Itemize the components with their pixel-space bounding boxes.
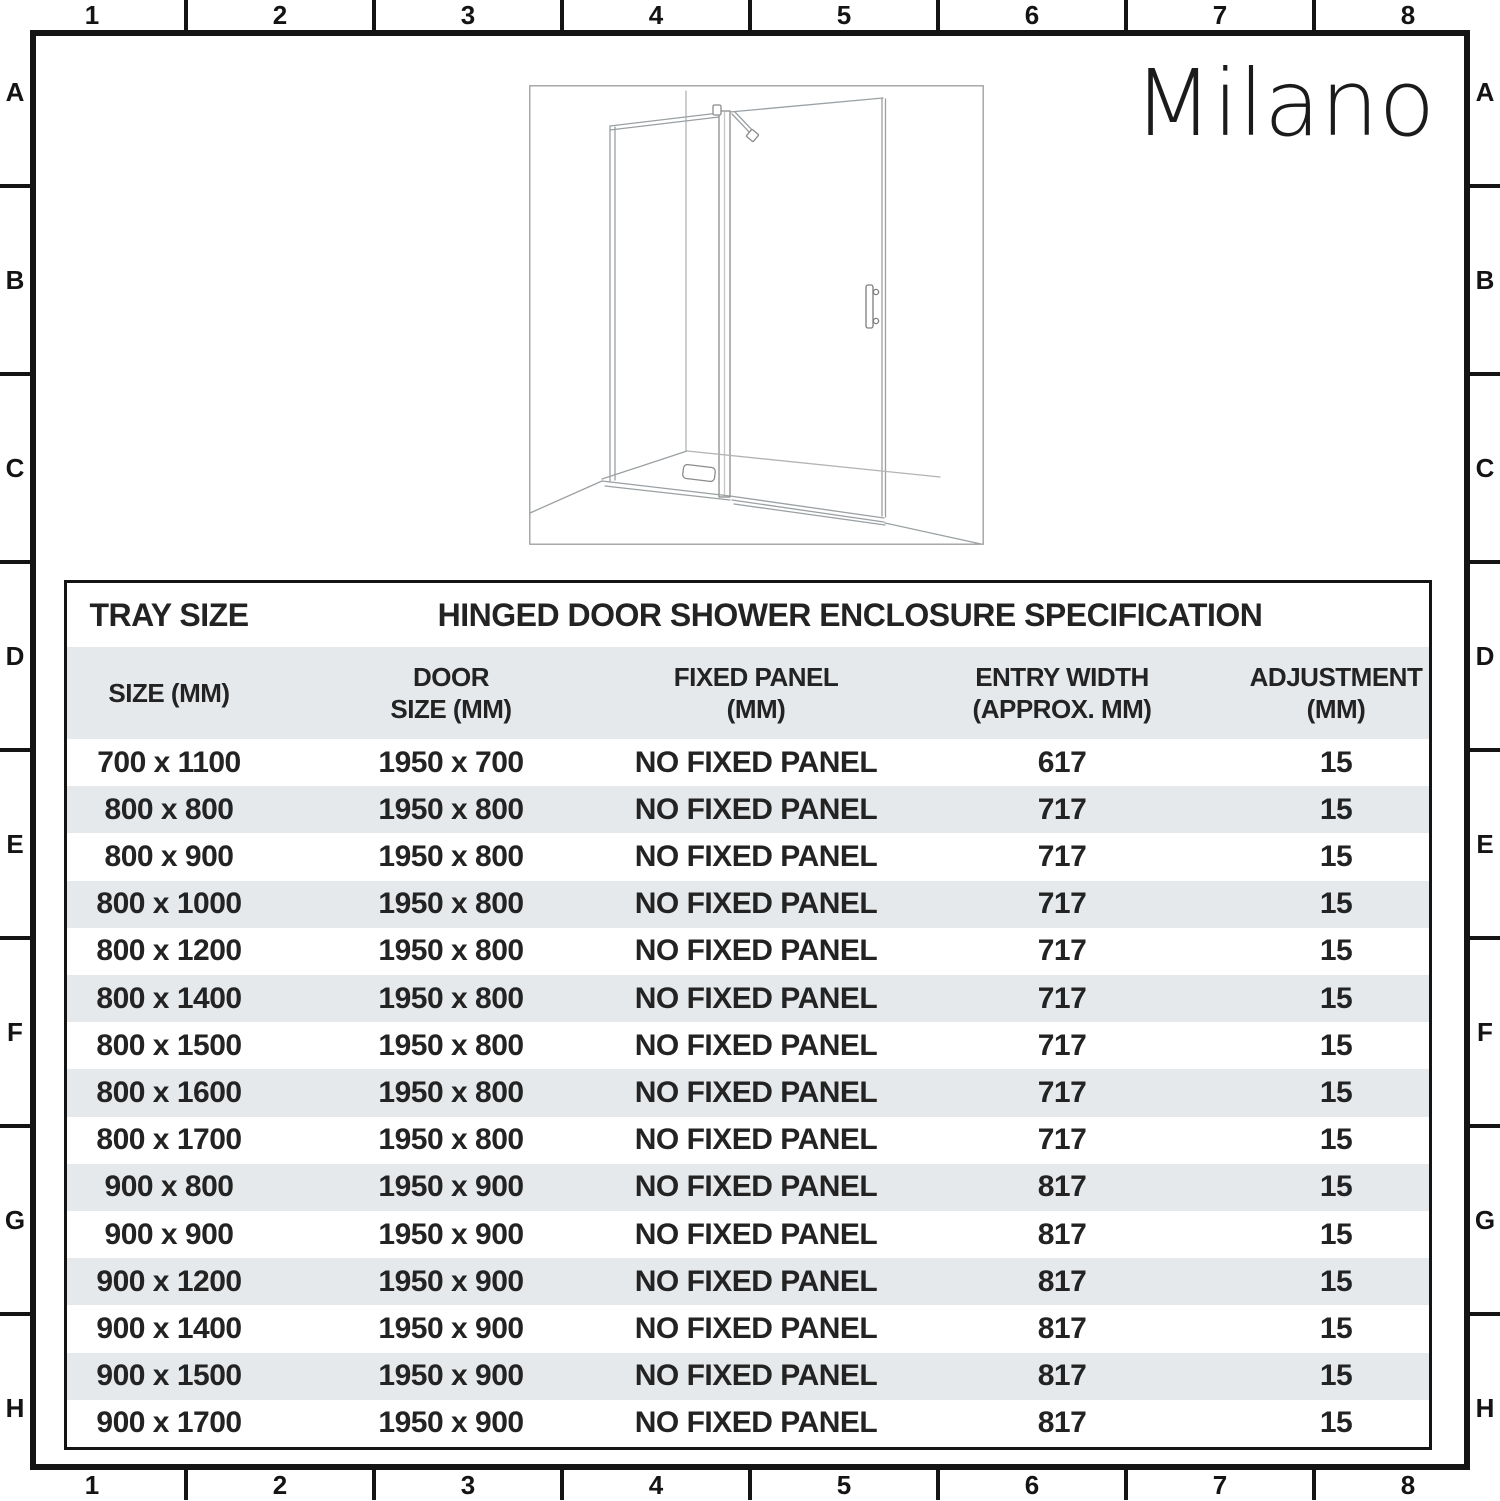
table-cell: 1950 x 800	[378, 1028, 524, 1062]
table-cell: 800 x 1400	[96, 981, 242, 1015]
ruler-cell-7: 7	[1128, 0, 1316, 30]
table-cell: NO FIXED PANEL	[634, 1217, 878, 1251]
table-cell: NO FIXED PANEL	[634, 1312, 878, 1346]
table-cell: 1950 x 900	[378, 1217, 524, 1251]
table-cell: 1950 x 900	[378, 1170, 524, 1204]
ruler-cell-G: G	[0, 1128, 30, 1316]
table-cell: NO FIXED PANEL	[634, 1170, 878, 1204]
ruler-cell-E: E	[1470, 752, 1500, 940]
table-cell: 1950 x 900	[378, 1406, 524, 1440]
ruler-cell-6: 6	[940, 0, 1128, 30]
table-cell: NO FIXED PANEL	[634, 934, 878, 968]
ruler-cell-1: 1	[0, 1470, 188, 1500]
table-cell: 817	[1037, 1312, 1087, 1346]
table-row	[67, 881, 1429, 928]
table-cell: 817	[1037, 1359, 1087, 1393]
spec-table	[64, 580, 1432, 1450]
table-cell: NO FIXED PANEL	[634, 1028, 878, 1062]
ruler-top	[0, 0, 1500, 30]
table-cell: 15	[1319, 792, 1353, 826]
table-cell: 800 x 1500	[96, 1028, 242, 1062]
table-cell: 900 x 900	[104, 1217, 234, 1251]
table-cell: NO FIXED PANEL	[634, 745, 878, 779]
table-cell: 717	[1037, 934, 1087, 968]
column-header-row	[67, 647, 1429, 739]
table-cell: 717	[1037, 792, 1087, 826]
table-row	[67, 1164, 1429, 1211]
shower-tray	[602, 451, 940, 525]
ruler-cell-C: C	[0, 376, 30, 564]
table-cell: NO FIXED PANEL	[634, 1359, 878, 1393]
table-cell: 15	[1319, 1359, 1353, 1393]
column-header: ENTRY WIDTH (APPROX. MM)	[972, 661, 1152, 724]
table-cell: NO FIXED PANEL	[634, 981, 878, 1015]
table-row	[67, 1211, 1429, 1258]
brand-logo: Milano	[1133, 50, 1435, 157]
table-title-row	[67, 583, 1429, 647]
table-cell: 800 x 900	[104, 840, 234, 873]
table-cell: 1950 x 800	[378, 1076, 524, 1110]
ruler-cell-1: 1	[0, 0, 188, 30]
ruler-cell-8: 8	[1400, 0, 1416, 30]
table-cell: 1950 x 800	[378, 792, 524, 826]
table-row	[67, 1117, 1429, 1164]
table-cell: 800 x 800	[104, 792, 234, 826]
waste-cover	[682, 464, 715, 482]
table-cell: 15	[1319, 1028, 1353, 1062]
table-title-specification: HINGED DOOR SHOWER ENCLOSURE SPECIFICATION	[437, 596, 1263, 633]
table-cell: 1950 x 800	[378, 887, 524, 921]
ruler-cell-D: D	[1470, 564, 1500, 752]
ruler-cell-A: A	[1470, 0, 1500, 188]
table-cell: 1950 x 900	[378, 1359, 524, 1393]
hinged-door	[730, 98, 886, 517]
ruler-cell-A: A	[0, 0, 30, 188]
ruler-cell-8: 8	[1400, 1469, 1416, 1500]
ruler-cell-F: F	[0, 940, 30, 1128]
ruler-cell-5: 5	[752, 1470, 940, 1500]
table-cell: 700 x 1100	[97, 745, 241, 779]
table-cell: 817	[1037, 1264, 1087, 1298]
floor-lines	[530, 481, 981, 544]
door-handle	[866, 285, 879, 328]
table-cell: NO FIXED PANEL	[634, 887, 878, 921]
table-cell: NO FIXED PANEL	[634, 1264, 878, 1298]
ruler-cell-6: 6	[940, 1470, 1128, 1500]
ruler-cell-H: H	[5, 1392, 25, 1423]
enclosure-diagram	[529, 85, 984, 545]
table-cell: 15	[1319, 840, 1353, 873]
support-brace	[732, 112, 759, 142]
table-cell: 1950 x 700	[378, 745, 524, 779]
table-row	[67, 833, 1429, 880]
table-cell: 817	[1037, 1406, 1087, 1440]
table-cell: 900 x 1400	[96, 1312, 242, 1346]
table-cell: 15	[1319, 1406, 1353, 1440]
ruler-cell-B: B	[0, 188, 30, 376]
table-cell: 900 x 1700	[96, 1406, 242, 1440]
table-cell: NO FIXED PANEL	[634, 792, 878, 826]
table-row	[67, 1353, 1429, 1400]
ruler-right	[1470, 0, 1500, 1500]
column-header: SIZE (MM)	[108, 677, 230, 708]
ruler-cell-E: E	[0, 752, 30, 940]
ruler-left	[0, 0, 30, 1500]
column-header: ADJUSTMENT (MM)	[1249, 661, 1423, 724]
table-cell: 800 x 1700	[96, 1123, 242, 1157]
table-cell: NO FIXED PANEL	[634, 1123, 878, 1157]
ruler-cell-3: 3	[376, 1470, 564, 1500]
table-cell: 900 x 1500	[96, 1359, 242, 1393]
table-cell: 1950 x 800	[378, 840, 524, 873]
table-row	[67, 1258, 1429, 1305]
table-cell: 800 x 1600	[96, 1076, 242, 1110]
table-row	[67, 1069, 1429, 1116]
table-cell: NO FIXED PANEL	[634, 1406, 878, 1440]
column-header: DOOR SIZE (MM)	[390, 661, 512, 724]
table-cell: 1950 x 900	[378, 1312, 524, 1346]
ruler-cell-2: 2	[188, 1470, 376, 1500]
ruler-cell-D: D	[0, 564, 30, 752]
table-cell: 717	[1037, 840, 1087, 873]
table-cell: 717	[1037, 1028, 1087, 1062]
diagram-frame	[530, 86, 983, 544]
table-cell: 817	[1037, 1217, 1087, 1251]
table-body	[67, 739, 1429, 1447]
table-cell: NO FIXED PANEL	[634, 1076, 878, 1110]
table-row	[67, 975, 1429, 1022]
shower-enclosure-drawing-icon	[529, 85, 984, 545]
ruler-cell-4: 4	[564, 1470, 752, 1500]
ruler-cell-F: F	[1470, 940, 1500, 1128]
table-cell: NO FIXED PANEL	[634, 840, 878, 873]
ruler-cell-3: 3	[376, 0, 564, 30]
hinge-post	[713, 105, 730, 497]
table-cell: 717	[1037, 1123, 1087, 1157]
table-cell: 617	[1037, 745, 1087, 779]
table-row	[67, 928, 1429, 975]
table-cell: 717	[1037, 981, 1087, 1015]
ruler-cell-G: G	[1470, 1128, 1500, 1316]
ruler-cell-5: 5	[752, 0, 940, 30]
table-cell: 15	[1319, 1312, 1353, 1346]
table-cell: 15	[1319, 745, 1353, 779]
table-cell: 717	[1037, 887, 1087, 921]
ruler-cell-B: B	[1470, 188, 1500, 376]
ruler-cell-C: C	[1470, 376, 1500, 564]
table-cell: 900 x 800	[104, 1170, 234, 1204]
ruler-cell-4: 4	[564, 0, 752, 30]
table-cell: 800 x 1200	[96, 934, 242, 968]
ruler-cell-H: H	[1475, 1392, 1495, 1423]
ruler-bottom	[0, 1470, 1500, 1500]
table-cell: 15	[1319, 1264, 1353, 1298]
column-header: FIXED PANEL (MM)	[673, 661, 839, 724]
table-cell: 15	[1319, 1123, 1353, 1157]
ruler-cell-7: 7	[1128, 1470, 1316, 1500]
table-cell: 1950 x 800	[378, 934, 524, 968]
table-cell: 900 x 1200	[96, 1264, 242, 1298]
table-cell: 1950 x 800	[378, 1123, 524, 1157]
table-cell: 15	[1319, 1217, 1353, 1251]
table-row	[67, 786, 1429, 833]
table-row	[67, 1400, 1429, 1447]
table-cell: 800 x 1000	[96, 887, 242, 921]
table-cell: 1950 x 800	[378, 981, 524, 1015]
table-cell: 817	[1037, 1170, 1087, 1204]
table-cell: 1950 x 900	[378, 1264, 524, 1298]
table-cell: 15	[1319, 1170, 1353, 1204]
table-cell: 15	[1319, 981, 1353, 1015]
table-cell: 15	[1319, 887, 1353, 921]
table-row	[67, 739, 1429, 786]
table-title-tray-size: TRAY SIZE	[89, 596, 249, 633]
fixed-panel	[610, 113, 719, 482]
table-row	[67, 1305, 1429, 1352]
table-cell: 15	[1319, 1076, 1353, 1110]
table-row	[67, 1022, 1429, 1069]
table-cell: 15	[1319, 934, 1353, 968]
table-cell: 717	[1037, 1076, 1087, 1110]
ruler-cell-2: 2	[188, 0, 376, 30]
